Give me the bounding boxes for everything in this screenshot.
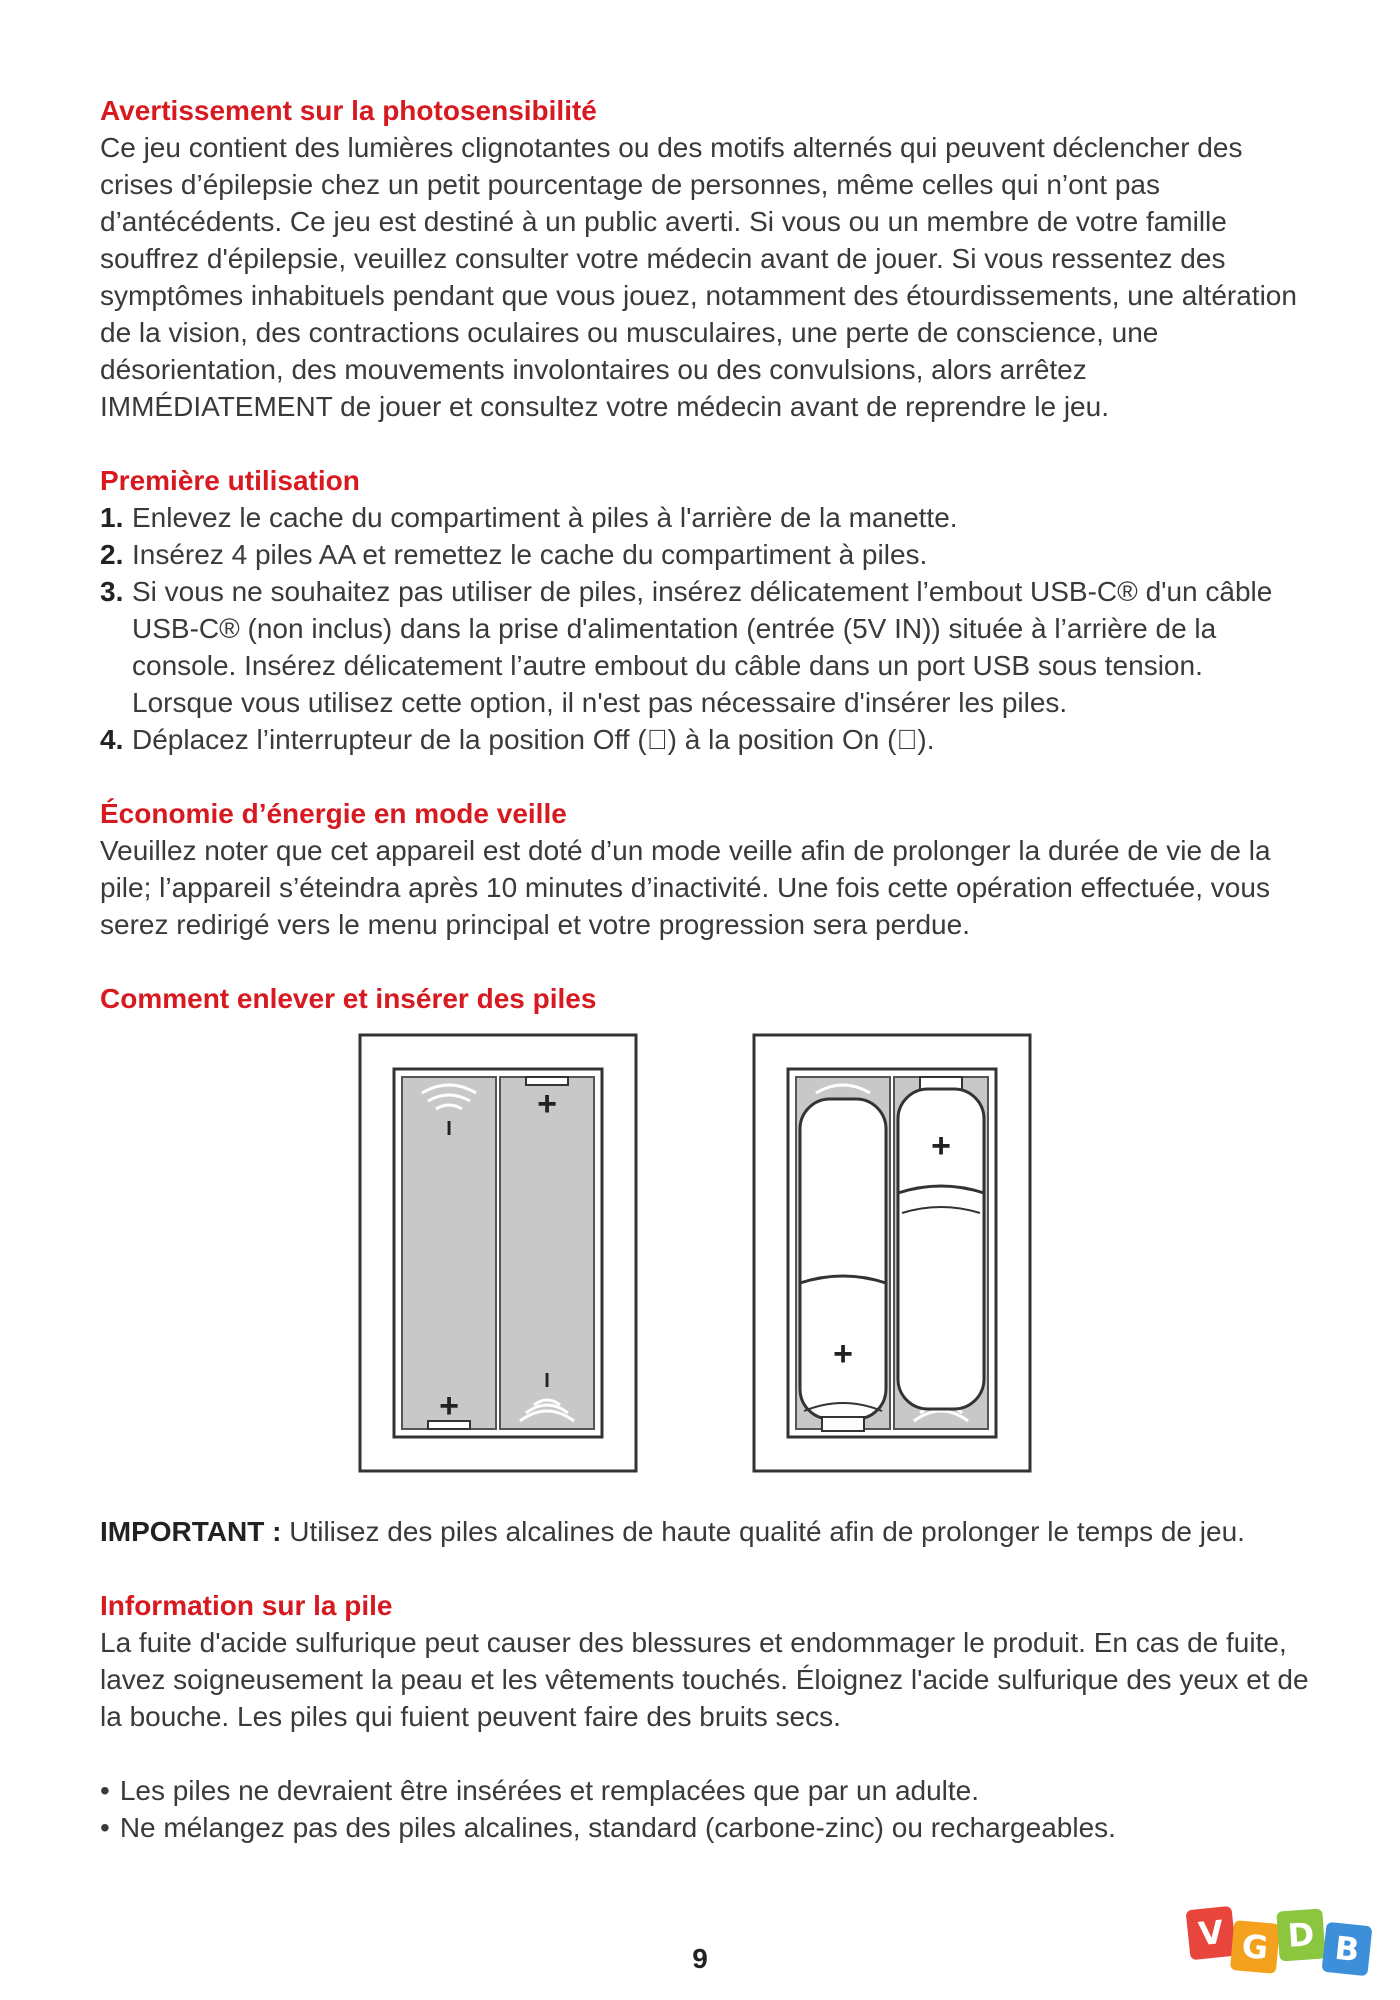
empty-compartment-illustration xyxy=(358,1033,638,1473)
step-number: 1. xyxy=(100,502,124,533)
sleep-mode-section xyxy=(100,795,1310,943)
battery-info-heading: Information sur la pile xyxy=(100,1590,393,1621)
first-use-steps xyxy=(100,499,1310,758)
plus-sign: + xyxy=(931,1127,951,1165)
step-text: Enlevez le cache du compartiment à piles à l'arrière de la manette. xyxy=(132,502,958,533)
minus-sign: I xyxy=(446,1118,452,1140)
list-item: • Ne mélangez pas des piles alcalines, standard (carbone-zinc) ou rechargeables. xyxy=(100,1809,1310,1846)
page-number: 9 xyxy=(692,1943,708,1974)
step-item xyxy=(100,721,1310,758)
battery-info-bullets xyxy=(100,1772,1310,1846)
sleep-mode-text: Veuillez noter que cet appareil est doté d’un mode veille afin de prolonger la durée de vie de la pile; l’appareil s’éteindra après 10 minutes d’inactivité. Une fois cette opération effectuée, vous serez redirigé vers le menu principal et votre progression sera perdue. xyxy=(100,835,1271,940)
logo-letter: B xyxy=(1322,1922,1373,1977)
photosensitivity-section xyxy=(100,92,1310,425)
step-item xyxy=(100,536,1310,573)
battery-info-text: La fuite d'acide sulfurique peut causer des blessures et endommager le produit. En cas de fuite, lavez soigneusement la peau et les vêtements touchés. Éloignez l'acide sulfurique des yeux et de la bouche. Les piles qui fuient peuvent faire des bruits secs. xyxy=(100,1627,1309,1732)
battery-figures xyxy=(100,1033,1310,1473)
step-text: Insérez 4 piles AA et remettez le cache du compartiment à piles. xyxy=(132,539,928,570)
plus-sign: + xyxy=(833,1335,853,1373)
first-use-heading: Première utilisation xyxy=(100,465,360,496)
plus-sign: + xyxy=(439,1387,459,1425)
minus-sign: I xyxy=(544,1370,550,1392)
logo-letter: V xyxy=(1186,1906,1237,1961)
batteries-heading: Comment enlever et insérer des piles xyxy=(100,983,597,1014)
important-text: Utilisez des piles alcalines de haute qualité afin de prolonger le temps de jeu. xyxy=(281,1516,1245,1547)
sleep-mode-heading: Économie d’énergie en mode veille xyxy=(100,798,567,829)
important-label: IMPORTANT : xyxy=(100,1516,282,1547)
important-note xyxy=(100,1513,1310,1550)
step-item xyxy=(100,573,1310,721)
step-number: 4. xyxy=(100,724,124,755)
step-text: Si vous ne souhaitez pas utiliser de piles, insérez délicatement l’embout USB-C® d'un câble USB-C® (non inclus) dans la prise d'alimentation (entrée (5V IN)) située à l’arrière de la console. Insérez délicatement l’autre embout du câble dans un port USB sous tension. Lorsque vous utilisez cette option, il n'est pas nécessaire d'insérer les piles. xyxy=(132,576,1273,718)
batteries-section xyxy=(100,980,1310,1473)
plus-sign: + xyxy=(537,1085,557,1123)
step-item xyxy=(100,499,1310,536)
photosensitivity-text: Ce jeu contient des lumières clignotantes ou des motifs alternés qui peuvent déclencher des crises d’épilepsie chez un petit pourcentage de personnes, même celles qui n’ont pas d’antécédents. Ce jeu est destiné à un public averti. Si vous ou un membre de votre famille souffrez d'épilepsie, veuillez consulter votre médecin avant de jouer. Si vous ressentez des symptômes inhabituels pendant que vous jouez, notamment des étourdissements, une altération de la vision, des contractions oculaires ou musculaires, une perte de conscience, une désorientation, des mouvements involontaires ou des convulsions, alors arrêtez IMMÉDIATEMENT de jouer et consultez votre médecin avant de reprendre le jeu. xyxy=(100,132,1297,422)
logo-letter: G xyxy=(1230,1920,1280,1974)
step-number: 3. xyxy=(100,576,124,607)
filled-compartment-illustration xyxy=(752,1033,1032,1473)
list-item: • Les piles ne devraient être insérées et remplacées que par un adulte. xyxy=(100,1772,1310,1809)
photosensitivity-heading: Avertissement sur la photosensibilité xyxy=(100,95,597,126)
battery-info-section xyxy=(100,1587,1310,1846)
step-number: 2. xyxy=(100,539,124,570)
logo-letter: D xyxy=(1276,1908,1325,1961)
first-use-section xyxy=(100,462,1310,758)
document-page xyxy=(100,92,1310,1846)
step-text: Déplacez l’interrupteur de la position Off (⃠) à la position On (⏻). xyxy=(132,724,935,755)
